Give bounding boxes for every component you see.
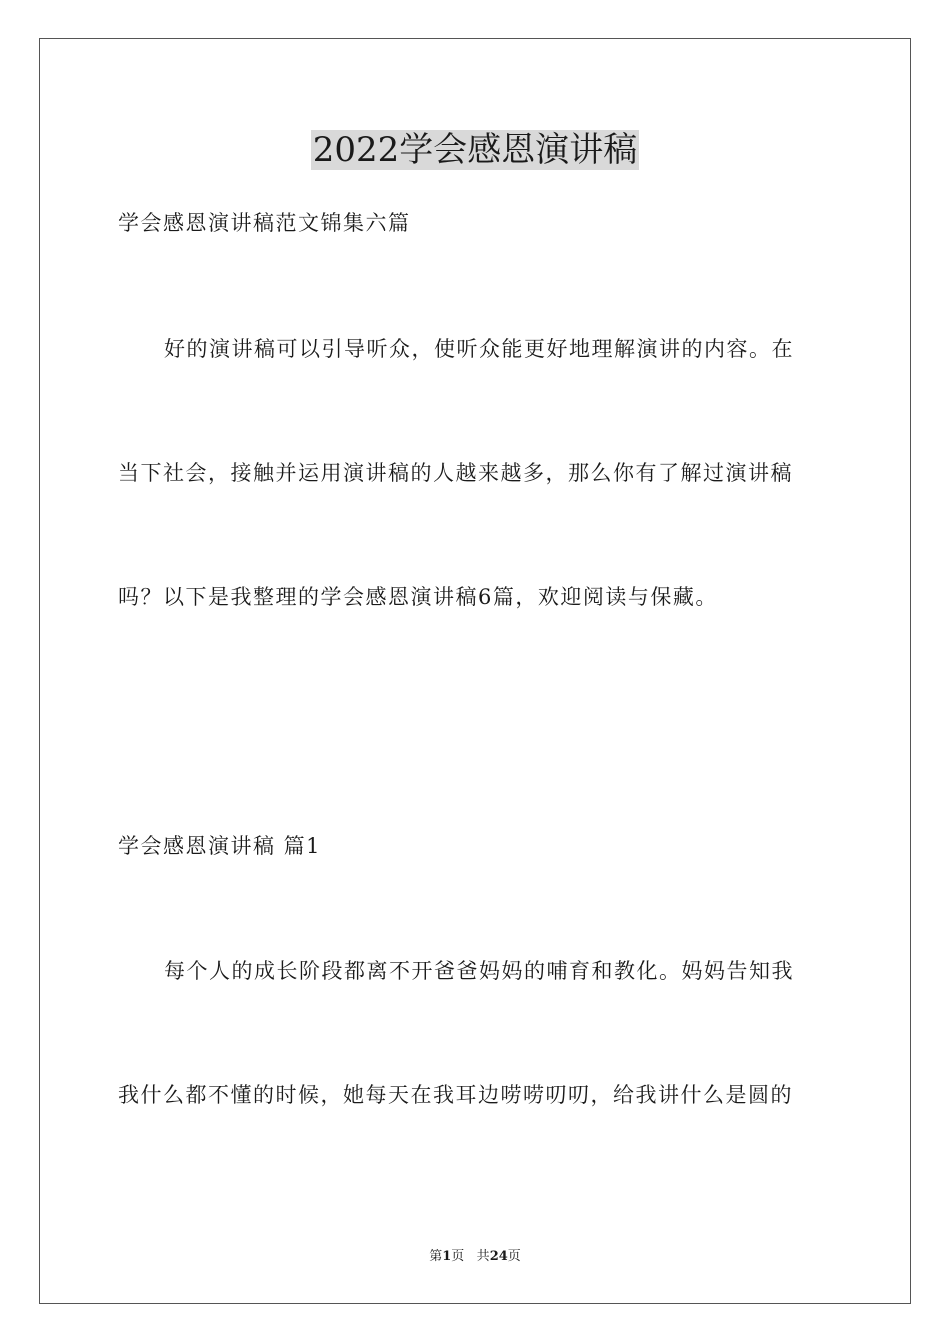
intro-line-1: 好的演讲稿可以引导听众，使听众能更好地理解演讲的内容。在 [164,337,794,361]
footer-page-prefix: 第 [429,1249,443,1264]
footer-page-number: 1 [442,1249,452,1264]
footer-total-prefix: 共 [476,1249,490,1264]
document-title-text: 2022学会感恩演讲稿 [312,130,638,170]
document-subtitle: 学会感恩演讲稿范文锦集六篇 [118,211,411,235]
section-1-line-1: 每个人的成长阶段都离不开爸爸妈妈的哺育和教化。妈妈告知我 [164,959,794,983]
document-title [0,128,950,172]
footer-page-suffix: 页 [451,1249,465,1264]
page-footer [0,1248,950,1266]
intro-line-2: 当下社会，接触并运用演讲稿的人越来越多，那么你有了解过演讲稿 [118,461,793,485]
footer-total-suffix: 页 [507,1249,521,1264]
section-1-heading: 学会感恩演讲稿 篇1 [118,834,322,858]
footer-total-pages: 24 [489,1249,508,1264]
intro-line-3: 吗？以下是我整理的学会感恩演讲稿6篇，欢迎阅读与保藏。 [118,585,718,609]
section-1-line-2: 我什么都不懂的时候，她每天在我耳边唠唠叨叨，给我讲什么是圆的 [118,1083,793,1107]
